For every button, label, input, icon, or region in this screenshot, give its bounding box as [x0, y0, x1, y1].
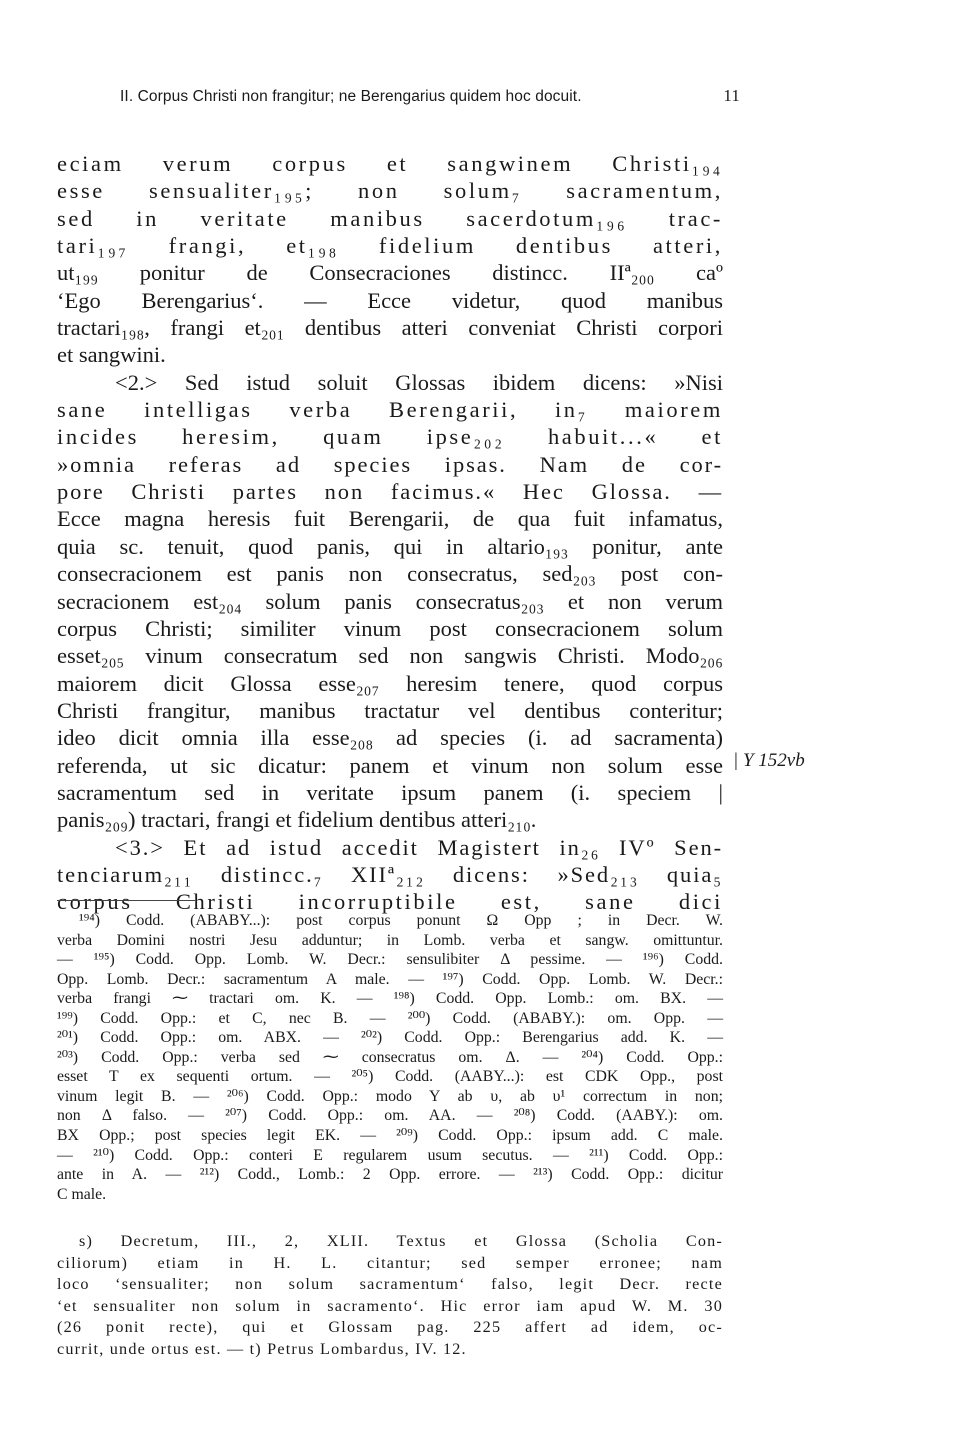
- apparatus-line: — ¹⁹⁵) Codd. Opp. Lomb. W. Decr.: sensulibiter Δ pessime. — ¹⁹⁶) Codd.: [57, 951, 723, 969]
- apparatus-line: C male.: [57, 1185, 107, 1203]
- text-line: ut₁₉₉ ponitur de Consecraciones distincc. IIª₂₀₀ caº: [57, 260, 723, 286]
- apparatus-line: — ²¹⁰) Codd. Opp.: conteri E regularem usum secutus. — ²¹¹) Codd. Opp.:: [57, 1146, 723, 1164]
- source-line: ciliorum) etiam in H. L. citantur; sed semper erronee; nam: [57, 1253, 723, 1272]
- margin-folio-note: | Y 152vb: [733, 750, 805, 771]
- source-line: currit, unde ortus est. — t) Petrus Lombardus, IV. 12.: [57, 1339, 467, 1358]
- text-line: maiorem dicit Glossa esse₂₀₇ heresim tenere, quod corpus: [57, 670, 723, 696]
- text-line: tari₁₉₇ frangi, et₁₉₈ fidelium dentibus atteri,: [57, 233, 723, 259]
- apparatus-line: non Δ falso. — ²⁰⁷) Codd. Opp.: om. AA. — ²⁰⁸) Codd. (AABY.): om.: [57, 1107, 723, 1125]
- source-notes: [57, 1231, 723, 1361]
- apparatus-line: verba frangi ⁓ tractari om. K. — ¹⁹⁸) Codd. Opp. Lomb.: om. BX. —: [57, 990, 723, 1008]
- text-line: sed in veritate manibus sacerdotum₁₉₆ trac-: [57, 205, 723, 231]
- text-line: pore Christi partes non facimus.« Hec Glossa. —: [57, 479, 723, 505]
- text-line: panis₂₀₉) tractari, frangi et fidelium dentibus atteri₂₁₀.: [57, 807, 537, 833]
- main-text: [57, 150, 723, 916]
- apparatus-line: verba Domini nostri Jesu adduntur; in Lomb. verba et sangw. omittuntur.: [57, 931, 723, 949]
- text-line: secracionem est₂₀₄ solum panis consecratus₂₀₃ et non verum: [57, 588, 723, 614]
- text-line: consecracionem est panis non consecratus, sed₂₀₃ post con-: [57, 561, 723, 587]
- apparatus-line: esset T ex sequenti ortum. — ²⁰⁵) Codd. (AABY...): est CDK Opp., post: [57, 1068, 723, 1086]
- apparatus-line: ²⁰³) Codd. Opp.: verba sed ⁓ consecratus om. Δ. — ²⁰⁴) Codd. Opp.:: [57, 1048, 723, 1066]
- text-line: <3.> Et ad istud accedit Magistert in₂₆ IVº Sen-: [115, 834, 723, 860]
- text-line: Christi frangitur, manibus tractatur vel dentibus conteritur;: [57, 697, 723, 723]
- text-line: tractari₁₉₈, frangi et₂₀₁ dentibus atteri conveniat Christi corpori: [57, 315, 723, 341]
- source-line: loco ‘sensualiter; non solum sacramentum‘ falso, legit Decr. recte: [57, 1275, 723, 1294]
- text-line: referenda, ut sic dicatur: panem et vinum non solum esse: [57, 752, 723, 778]
- source-line: ‘et sensualiter non solum in sacramento‘. Hic error iam apud W. M. 30: [57, 1296, 723, 1315]
- source-line: s) Decretum, III., 2, XLII. Textus et Glossa (Scholia Con-: [79, 1232, 723, 1250]
- chapter-title: II. Corpus Christi non frangitur; ne Berengarius quidem hoc docuit.: [120, 88, 582, 105]
- text-line: corpus Christi incorruptibile est, sane dici: [57, 889, 723, 915]
- text-line: esse sensualiter₁₉₅; non solum₇ sacramentum,: [57, 178, 723, 204]
- apparatus-line: Opp. Lomb. Decr.: sacramentum A male. — ¹⁹⁷) Codd. Opp. Lomb. W. Decr.:: [57, 970, 723, 988]
- text-line: sacramentum sed in veritate ipsum panem (i. speciem |: [57, 779, 723, 805]
- critical-apparatus: [57, 911, 723, 1204]
- text-line: sane intelligas verba Berengarii, in₇ maiorem: [57, 397, 723, 423]
- text-line: esset₂₀₅ vinum consecratum sed non sangwis Christi. Modo₂₀₆: [57, 643, 723, 669]
- text-line: eciam verum corpus et sangwinem Christi₁₉₄: [57, 151, 723, 176]
- text-line: et sangwini.: [57, 342, 166, 368]
- apparatus-line: ¹⁹⁹) Codd. Opp.: et C, nec B. — ²⁰⁰) Codd. (ABABY.): om. Opp. —: [57, 1009, 723, 1027]
- text-line: corpus Christi; similiter vinum post consecracionem solum: [57, 615, 723, 641]
- text-line: ideo dicit omnia illa esse₂₀₈ ad species (i. ad sacramenta): [57, 725, 723, 751]
- text-line: ‘Ego Berengarius‘. — Ecce videtur, quod manibus: [57, 287, 723, 313]
- text-line: tenciarum₂₁₁ distincc.₇ XIIª₂₁₂ dicens: »Sed₂₁₃ quia₅: [57, 861, 723, 887]
- apparatus-line: ante in A. — ²¹²) Codd., Lomb.: 2 Opp. errore. — ²¹³) Codd. Opp.: dicitur: [57, 1166, 723, 1184]
- text-line: quia sc. tenuit, quod panis, qui in altario₁₉₃ ponitur, ante: [57, 533, 723, 559]
- source-line: (26 ponit recte), qui et Glossam pag. 225 affert ad idem, oc-: [57, 1318, 723, 1337]
- page-number: 11: [723, 86, 740, 105]
- text-line: Ecce magna heresis fuit Berengarii, de qua fuit infamatus,: [57, 506, 723, 532]
- apparatus-line: ²⁰¹) Codd. Opp.: om. ABX. — ²⁰²) Codd. Opp.: Berengarius add. K. —: [57, 1029, 723, 1047]
- apparatus-line: ¹⁹⁴) Codd. (ABABY...): post corpus ponunt Ω Opp ; in Decr. W.: [79, 912, 723, 929]
- text-line: <2.> Sed istud soluit Glossas ibidem dicens: »Nisi: [115, 369, 723, 395]
- text-line: »omnia referas ad species ipsas. Nam de cor-: [57, 451, 723, 477]
- footnote-divider: [57, 900, 195, 901]
- apparatus-line: BX Opp.; post species legit EK. — ²⁰⁹) Codd. Opp.: ipsum add. C male.: [57, 1127, 723, 1145]
- text-line: incides heresim, quam ipse₂₀₂ habuit...« et: [57, 424, 723, 450]
- apparatus-line: vinum legit B. — ²⁰⁶) Codd. Opp.: modo Y ab υ, ab υ¹ correctum in non;: [57, 1087, 723, 1105]
